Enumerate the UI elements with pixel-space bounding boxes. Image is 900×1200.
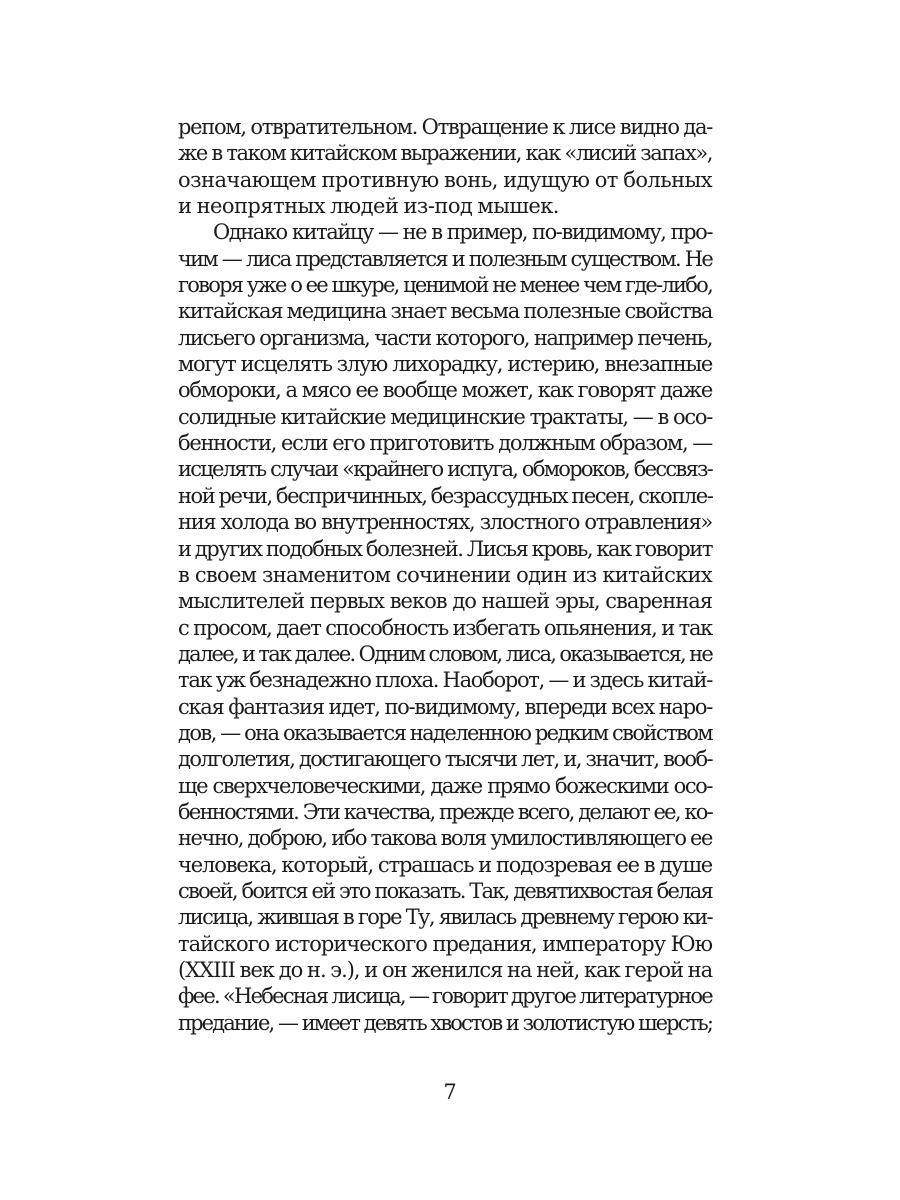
- text-line: далее, и так далее. Одним словом, лиса, оказывается, не: [178, 641, 712, 666]
- text-line: солидные китайские медицинские трактаты, — в осо-: [178, 404, 712, 429]
- text-line: исцелять случаи «крайнего испуга, обмороков, бессвяз-: [178, 457, 712, 482]
- text-line: своей, боится ей это показать. Так, девятихвостая белая: [178, 878, 712, 903]
- text-line: с просом, дает способность избегать опьянения, и так: [178, 615, 712, 640]
- text-line: китайская медицина знает весьма полезные свойства: [178, 299, 712, 324]
- text-line: нечно, доброю, ибо такова воля умилостивляющего ее: [178, 826, 712, 851]
- text-line: мыслителей первых веков до нашей эры, сваренная: [178, 589, 712, 614]
- text-line: предание, — имеет девять хвостов и золотистую шерсть;: [178, 1010, 712, 1035]
- text-line: означающем противную вонь, идущую от больных: [178, 167, 712, 192]
- text-line: ной речи, беспричинных, безрассудных песен, скопле-: [178, 483, 713, 508]
- text-line: так уж безнадежно плоха. Наоборот, — и здесь китай-: [178, 668, 712, 693]
- text-line: чим — лиса представляется и полезным существом. Не: [178, 246, 712, 271]
- text-line: бенности, если его приготовить должным образом, —: [178, 431, 712, 456]
- text-line: лисьего организма, части которого, например печень,: [178, 325, 712, 350]
- text-line: в своем знаменитом сочинении один из китайских: [178, 562, 712, 587]
- text-line: обмороки, а мясо ее вообще может, как говорят даже: [178, 378, 712, 403]
- body-text: [178, 114, 712, 1036]
- text-line: (XXIII век до н. э.), и он женился на ней, как герой на: [178, 958, 713, 982]
- page-number: 7: [443, 1080, 457, 1104]
- text-line: дов, — она оказывается наделенною редким свойством: [178, 720, 712, 745]
- text-line: человека, который, страшась и подозревая ее в душе: [178, 852, 712, 877]
- text-line: бенностями. Эти качества, прежде всего, делают ее, ко-: [178, 799, 712, 824]
- text-line: Однако китайцу — не в пример, по-видимому, про-: [213, 220, 712, 245]
- text-line: могут исцелять злую лихорадку, истерию, внезапные: [178, 352, 712, 377]
- text-line: ская фантазия идет, по-видимому, впереди всех наро-: [178, 694, 712, 719]
- text-line: и других подобных болезней. Лисья кровь, как говорит: [178, 536, 712, 561]
- paragraph: [178, 114, 712, 219]
- text-line: же в таком китайском выражении, как «лисий запах»,: [178, 141, 712, 166]
- text-line: фее. «Небесная лисица, — говорит другое литературное: [178, 984, 712, 1009]
- text-line: лисица, жившая в горе Ту, явилась древнему герою ки-: [178, 905, 712, 930]
- text-line: репом, отвратительном. Отвращение к лисе видно да-: [178, 115, 712, 139]
- paragraph: [178, 219, 712, 1036]
- text-line: и неопрятных людей из-под мышек.: [178, 194, 559, 219]
- text-line: тайского исторического предания, императору Юю: [178, 931, 712, 956]
- text-line: ще сверхчеловеческими, даже прямо божескими осо-: [178, 773, 712, 798]
- text-line: долголетия, достигающего тысячи лет, и, значит, вооб-: [178, 747, 712, 772]
- text-line: ния холода во внутренностях, злостного отравления»: [178, 510, 712, 535]
- text-line: говоря уже о ее шкуре, ценимой не менее чем где-либо,: [178, 273, 712, 298]
